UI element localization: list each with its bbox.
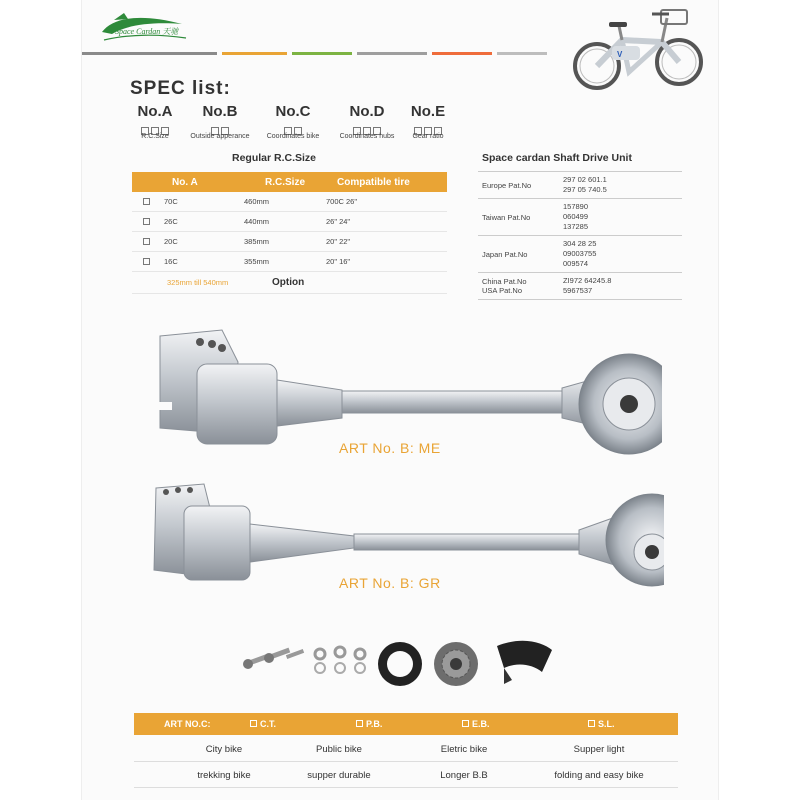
header-eb-checkbox[interactable]: [462, 720, 469, 727]
table-row: [478, 172, 682, 199]
cell-ct: trekking bike: [197, 769, 251, 781]
rc-table-heading: Regular R.C.Size: [232, 152, 317, 164]
catalog-page: [82, 0, 718, 800]
option-row: [132, 272, 447, 294]
patent-label: Japan Pat.No: [482, 249, 528, 259]
spec-no: No.C: [275, 103, 311, 120]
spec-sub-label: R.C.Size: [141, 133, 169, 140]
header-ct-checkbox[interactable]: [250, 720, 257, 727]
header-pb: P.B.: [356, 719, 462, 729]
art-label-me: ART No. B: ME: [339, 440, 441, 456]
cell-sl: Supper light: [573, 743, 625, 755]
header-stripe-1: [82, 52, 217, 55]
patent-values: 297 02 601.1 297 05 740.5: [563, 175, 607, 194]
spec-sub-label: Outside apperance: [190, 133, 250, 140]
cell-pb: supper durable: [307, 769, 371, 781]
header-eb: E.B.: [462, 719, 588, 729]
shaft-drive-gr-image: [144, 480, 664, 590]
cell-ct: City bike: [205, 743, 243, 755]
patent-heading: Space cardan Shaft Drive Unit: [482, 152, 632, 164]
spec-item-d: [332, 103, 402, 140]
spec-title: SPEC list:: [130, 78, 231, 99]
option-range: 325mm till 540mm: [167, 278, 229, 287]
header-stripe-3: [292, 52, 352, 55]
cell-sl: folding and easy bike: [554, 769, 644, 781]
patent-label: Europe Pat.No: [482, 180, 532, 190]
table-row: [134, 737, 678, 762]
cell-pb: Public bike: [316, 743, 362, 755]
header-stripe-6: [497, 52, 547, 55]
bicycle-image: [567, 0, 717, 92]
patent-label: China Pat.No USA Pat.No: [482, 277, 527, 295]
spec-no: No.A: [137, 103, 173, 120]
option-label: Option: [272, 277, 305, 288]
header-sl-checkbox[interactable]: [588, 720, 595, 727]
cell-tire: 700C 26": [326, 197, 358, 206]
header-stripe-2: [222, 52, 287, 55]
spare-parts-image: [242, 632, 562, 692]
header-no-a: No. A: [172, 176, 198, 188]
cell-no: 26C: [164, 217, 178, 226]
table-row: [132, 232, 447, 252]
logo-text: Space Cardan 天驰: [115, 27, 179, 36]
header-stripe-4: [357, 52, 427, 55]
spec-item-a: [130, 103, 180, 140]
svg-text:V: V: [617, 50, 623, 59]
header-ct: C.T.: [250, 719, 356, 729]
rc-size-table: [132, 172, 447, 294]
spec-item-b: [180, 103, 260, 140]
spec-item-c: [260, 103, 326, 140]
cell-size: 385mm: [244, 237, 270, 246]
patent-values: ZI972 64245.8 5967537: [563, 276, 612, 295]
header-sl: S.L.: [588, 719, 678, 729]
spec-sub-label: Coordinates bike: [266, 133, 320, 140]
spec-checkboxes[interactable]: [332, 122, 402, 131]
table-row: [132, 252, 447, 272]
spec-checkboxes[interactable]: [260, 122, 326, 131]
cell-tire: 26" 24": [326, 217, 351, 226]
rc-table-header: [132, 172, 447, 192]
table-row: [478, 273, 682, 300]
spec-no: No.D: [349, 103, 385, 120]
row-checkbox[interactable]: [143, 198, 150, 205]
row-checkbox[interactable]: [143, 218, 150, 225]
header-pb-checkbox[interactable]: [356, 720, 363, 727]
cell-size: 460mm: [244, 197, 270, 206]
header-art-no-c: ART NO.C:: [164, 719, 211, 729]
cell-size: 440mm: [244, 217, 270, 226]
cell-no: 16C: [164, 257, 178, 266]
cell-no: 70C: [164, 197, 178, 206]
cell-tire: 20" 16": [326, 257, 351, 266]
cell-no: 20C: [164, 237, 178, 246]
cell-eb: Eletric bike: [440, 743, 488, 755]
table-row: [132, 212, 447, 232]
spec-checkboxes[interactable]: [130, 122, 180, 131]
table-row: [132, 192, 447, 212]
spec-no: No.B: [202, 103, 238, 120]
header-rc-size: R.C.Size: [265, 176, 306, 188]
patent-label: Taiwan Pat.No: [482, 212, 531, 222]
patent-table: [478, 171, 682, 300]
spec-sub-label: Gear ratio: [412, 133, 444, 140]
spec-item-e: [406, 103, 450, 140]
table-row: [478, 236, 682, 273]
row-checkbox[interactable]: [143, 258, 150, 265]
header-compatible-tire: Compatible tire: [337, 176, 410, 188]
table-row: [134, 763, 678, 788]
patent-values: 304 28 25 09003755 009574: [563, 239, 597, 268]
row-checkbox[interactable]: [143, 238, 150, 245]
cell-eb: Longer B.B: [440, 769, 488, 781]
spec-checkboxes[interactable]: [406, 122, 450, 131]
header-stripe-5: [432, 52, 492, 55]
cell-tire: 20" 22": [326, 237, 351, 246]
cell-size: 355mm: [244, 257, 270, 266]
patent-values: 157890 060499 137285: [563, 202, 589, 231]
table-row: [478, 199, 682, 236]
spec-checkboxes[interactable]: [180, 122, 260, 131]
spec-no: No.E: [410, 103, 446, 120]
art-label-gr: ART No. B: GR: [339, 575, 441, 591]
art-no-c-header: [134, 713, 678, 735]
spec-sub-label: Coordinates hubs: [339, 133, 395, 140]
